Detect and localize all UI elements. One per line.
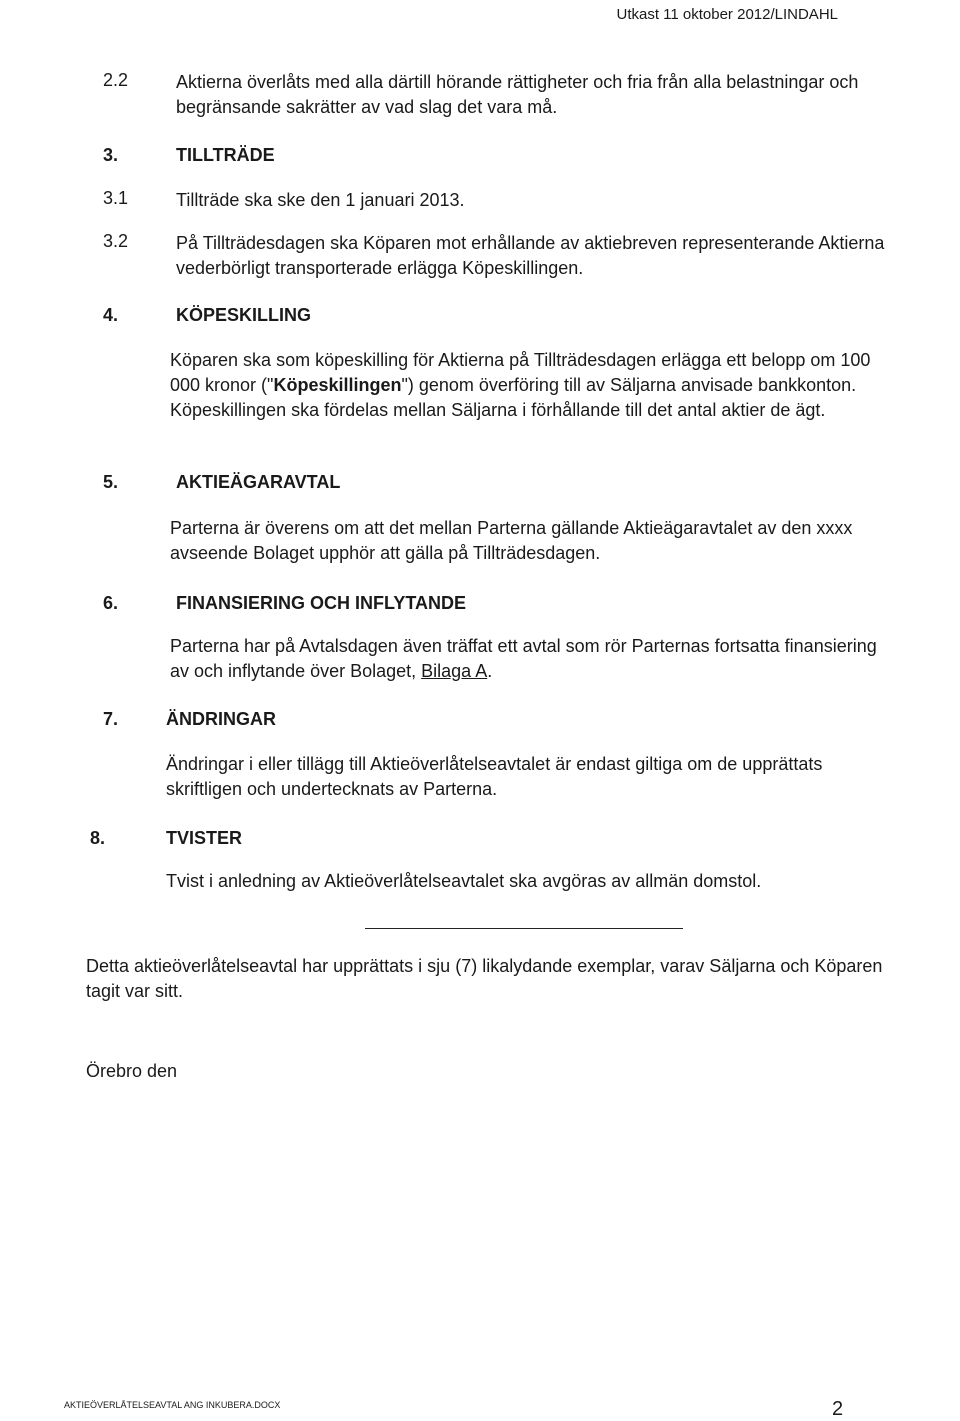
section-number: 8.	[90, 828, 106, 848]
clause-number: 2.2	[103, 70, 129, 90]
section-heading-aktieagaravtal: AKTIEÄGARAVTAL	[176, 472, 341, 492]
page-number: 2	[832, 1398, 844, 1420]
section-number: 3.	[103, 145, 119, 165]
section-heading-andringar: ÄNDRINGAR	[166, 709, 276, 729]
section-5-text: Parterna är överens om att det mellan Parterna gällande Aktieägaravtalet av den xxxx avseende Bolaget upphör att gälla på Tillträdesdagen.	[170, 518, 853, 563]
footer-filename: AKTIEÖVERLÅTELSEAVTAL ANG INKUBERA.DOCX	[64, 1400, 281, 1410]
divider-line	[365, 928, 683, 929]
section-number: 4.	[103, 305, 119, 325]
draft-header: Utkast 11 oktober 2012/LINDAHL	[616, 6, 838, 23]
clause-2-2-text: Aktierna överlåts med alla därtill hörande rättigheter och fria från alla belastningar och begränsande sakrätter av vad slag det vara må.	[176, 72, 859, 117]
clause-number: 3.1	[103, 188, 129, 208]
section-number: 6.	[103, 593, 119, 613]
section-7-text: Ändringar i eller tillägg till Aktieöverlåtelseavtalet är endast giltiga om de upprättats skriftligen och undertecknats av Parterna.	[166, 754, 823, 799]
section-4-text: Köparen ska som köpeskilling för Aktierna på Tillträdesdagen erlägga ett belopp om 100 000 kronor ("Köpeskillingen") genom överföring till av Säljarna anvisade bankkonton. Köpeskillingen ska fördelas mellan Säljarna i förhållande till det antal aktier de ägt.	[170, 350, 871, 420]
clause-number: 3.2	[103, 231, 129, 251]
section-heading-tilltrade: TILLTRÄDE	[176, 145, 275, 165]
section-number: 7.	[103, 709, 119, 729]
defined-term: Köpeskillingen	[273, 375, 402, 395]
section-heading-finansiering: FINANSIERING OCH INFLYTANDE	[176, 593, 467, 613]
appendix-reference: Bilaga A	[421, 661, 488, 681]
section-number: 5.	[103, 472, 119, 492]
section-8-text: Tvist i anledning av Aktieöverlåtelseavtalet ska avgöras av allmän domstol.	[166, 871, 762, 891]
clause-3-2-text: På Tillträdesdagen ska Köparen mot erhållande av aktiebreven representerande Aktierna vederbörligt transporterade erlägga Köpeskillingen.	[176, 233, 885, 278]
section-heading-tvister: TVISTER	[166, 828, 243, 848]
clause-3-1-text: Tillträde ska ske den 1 januari 2013.	[176, 190, 465, 210]
section-heading-kopeskilling: KÖPESKILLING	[176, 305, 312, 325]
section-6-text: Parterna har på Avtalsdagen även träffat ett avtal som rör Parternas fortsatta finansiering av och inflytande över Bolaget, Bilaga A.	[170, 636, 877, 681]
closing-copies-text: Detta aktieöverlåtelseavtal har upprättats i sju (7) likalydande exemplar, varav Säljarna och Köparen tagit var sitt.	[86, 956, 883, 1001]
signing-place: Örebro den	[86, 1061, 178, 1081]
